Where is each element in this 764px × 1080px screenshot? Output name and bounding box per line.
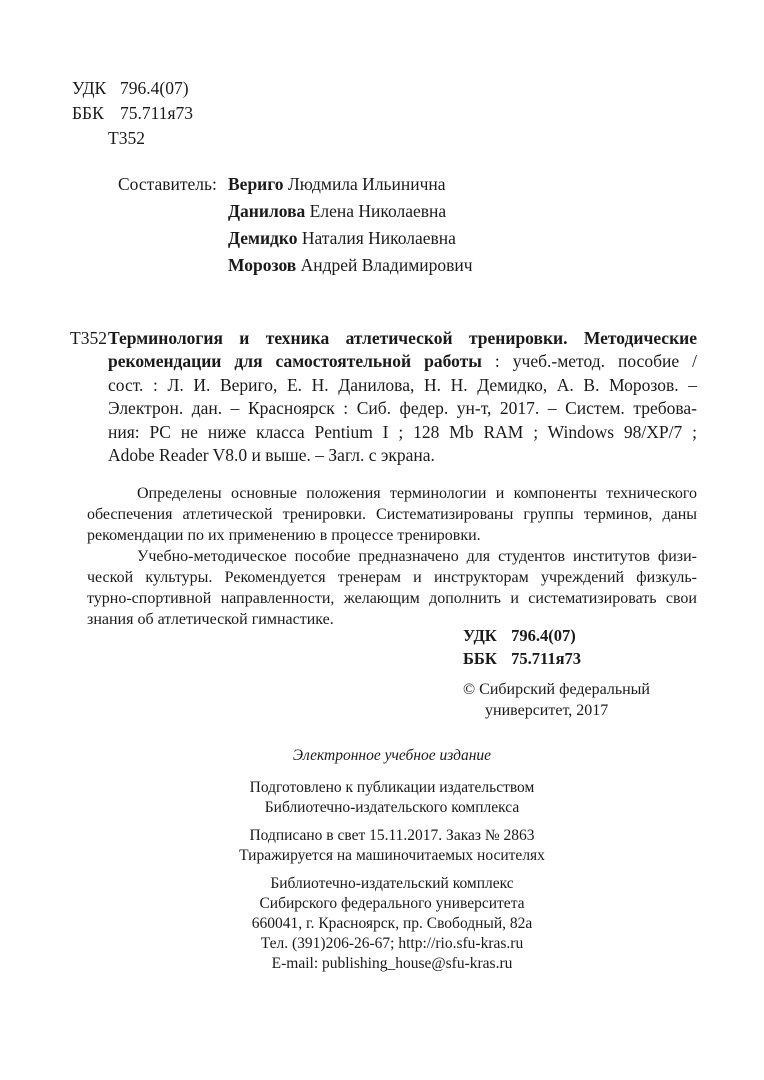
compiler-given: Андрей Владимирович bbox=[300, 255, 473, 275]
udk-label: УДК bbox=[72, 78, 107, 98]
catalog-entry bbox=[70, 327, 697, 467]
publisher-line: Библиотечно-издательский комплекс bbox=[270, 875, 514, 892]
catalog-title-part: Терминология и техника атлетической тренировки. Методические bbox=[108, 328, 697, 348]
compiler-surname: Вериго bbox=[228, 174, 284, 194]
compiler-surname: Демидко bbox=[228, 228, 298, 248]
annotation-line: обеспечения атлетической тренировки. Систематизированы группы терминов, даны bbox=[87, 506, 697, 523]
print-info-line: Тиражируется на машиночитаемых носителях bbox=[239, 847, 545, 864]
classification-repeat-block bbox=[463, 624, 581, 670]
prepared-line: Библиотечно-издательского комплекса bbox=[264, 799, 520, 816]
publisher-line: Тел. (391)206-26-67; http://rio.sfu-kras.ru bbox=[260, 935, 524, 952]
annotation-line: Учебно-методическое пособие предназначено для студентов институтов физи- bbox=[137, 548, 697, 565]
catalog-line bbox=[108, 327, 697, 350]
compilers-label: Составитель: bbox=[118, 174, 217, 194]
catalog-description bbox=[108, 327, 697, 467]
annotation-block bbox=[87, 483, 697, 630]
prepared-by-block bbox=[70, 778, 714, 818]
catalog-line: Электрон. дан. – Красноярск : Сиб. федер. ун-т, 2017. – Систем. требова- bbox=[108, 398, 697, 419]
annotation-line: знания об атлетической гимнастике. bbox=[87, 611, 334, 628]
bbk-label: ББК bbox=[72, 103, 104, 123]
udk-row bbox=[463, 624, 581, 647]
classification-block bbox=[72, 76, 193, 151]
catalog-line: сост. : Л. И. Вериго, Е. Н. Данилова, Н. Н. Демидко, А. В. Морозов. – bbox=[108, 374, 697, 395]
prepared-line: Подготовлено к публикации издательством bbox=[249, 779, 535, 796]
compiler-given: Людмила Ильинична bbox=[287, 174, 446, 194]
compiler-name bbox=[228, 252, 473, 279]
catalog-subtitle-part: : учеб.-метод. пособие / bbox=[494, 351, 697, 372]
publisher-line: 660041, г. Красноярск, пр. Свободный, 82а bbox=[251, 915, 533, 932]
udk-row bbox=[72, 76, 193, 101]
catalog-line bbox=[108, 350, 697, 373]
bbk-value: 75.711я73 bbox=[511, 649, 582, 668]
bbk-row bbox=[463, 647, 581, 670]
compiler-surname: Морозов bbox=[228, 255, 297, 275]
compiler-name bbox=[228, 171, 473, 198]
udk-value: 796.4(07) bbox=[511, 626, 576, 645]
bbk-row bbox=[72, 101, 193, 126]
catalog-line: ния: PC не ниже класса Pentium I ; 128 Mb RAM ; Windows 98/XP/7 ; bbox=[108, 421, 697, 442]
annotation-line: Определены основные положения терминологии и компоненты технического bbox=[137, 485, 697, 502]
compiler-given: Наталия Николаевна bbox=[301, 228, 456, 248]
bbk-label: ББК bbox=[463, 649, 497, 668]
copyright-block bbox=[463, 679, 650, 721]
catalog-index: Т352 bbox=[70, 328, 107, 348]
compiler-name bbox=[228, 225, 473, 252]
udk-value: 796.4(07) bbox=[120, 78, 189, 98]
print-info-line: Подписано в свет 15.11.2017. Заказ № 2863 bbox=[249, 827, 535, 844]
catalog-line: Adobe Reader V8.0 и выше. – Загл. с экрана. bbox=[108, 445, 435, 466]
compiler-name bbox=[228, 198, 473, 225]
copyright-line: университет, 2017 bbox=[485, 702, 609, 719]
annotation-line: турно-спортивной направленности, желающим дополнить и систематизировать свои bbox=[87, 590, 697, 607]
catalog-title-part: рекомендации для самостоятельной работы bbox=[108, 351, 482, 372]
publisher-line: E-mail: publishing_house@sfu-kras.ru bbox=[271, 955, 513, 972]
compiler-surname: Данилова bbox=[228, 201, 306, 221]
compilers-block bbox=[118, 171, 473, 279]
annotation-line: рекомендации по их применению в процессе тренировки. bbox=[87, 527, 481, 544]
imprint-block bbox=[70, 746, 714, 982]
udk-label: УДК bbox=[463, 626, 497, 645]
copyright-line: © Сибирский федеральный bbox=[463, 681, 650, 698]
compilers-names bbox=[228, 171, 473, 279]
publisher-address-block bbox=[70, 874, 714, 974]
compiler-given: Елена Николаевна bbox=[309, 201, 447, 221]
annotation-line: ческой культуры. Рекомендуется тренерам и инструкторам учреждений физкуль- bbox=[87, 569, 697, 586]
edition-type: Электронное учебное издание bbox=[292, 747, 492, 764]
print-info-block bbox=[70, 826, 714, 866]
publisher-line: Сибирского федерального университета bbox=[259, 895, 525, 912]
author-sign: Т352 bbox=[108, 128, 145, 148]
bbk-value: 75.711я73 bbox=[120, 103, 194, 123]
